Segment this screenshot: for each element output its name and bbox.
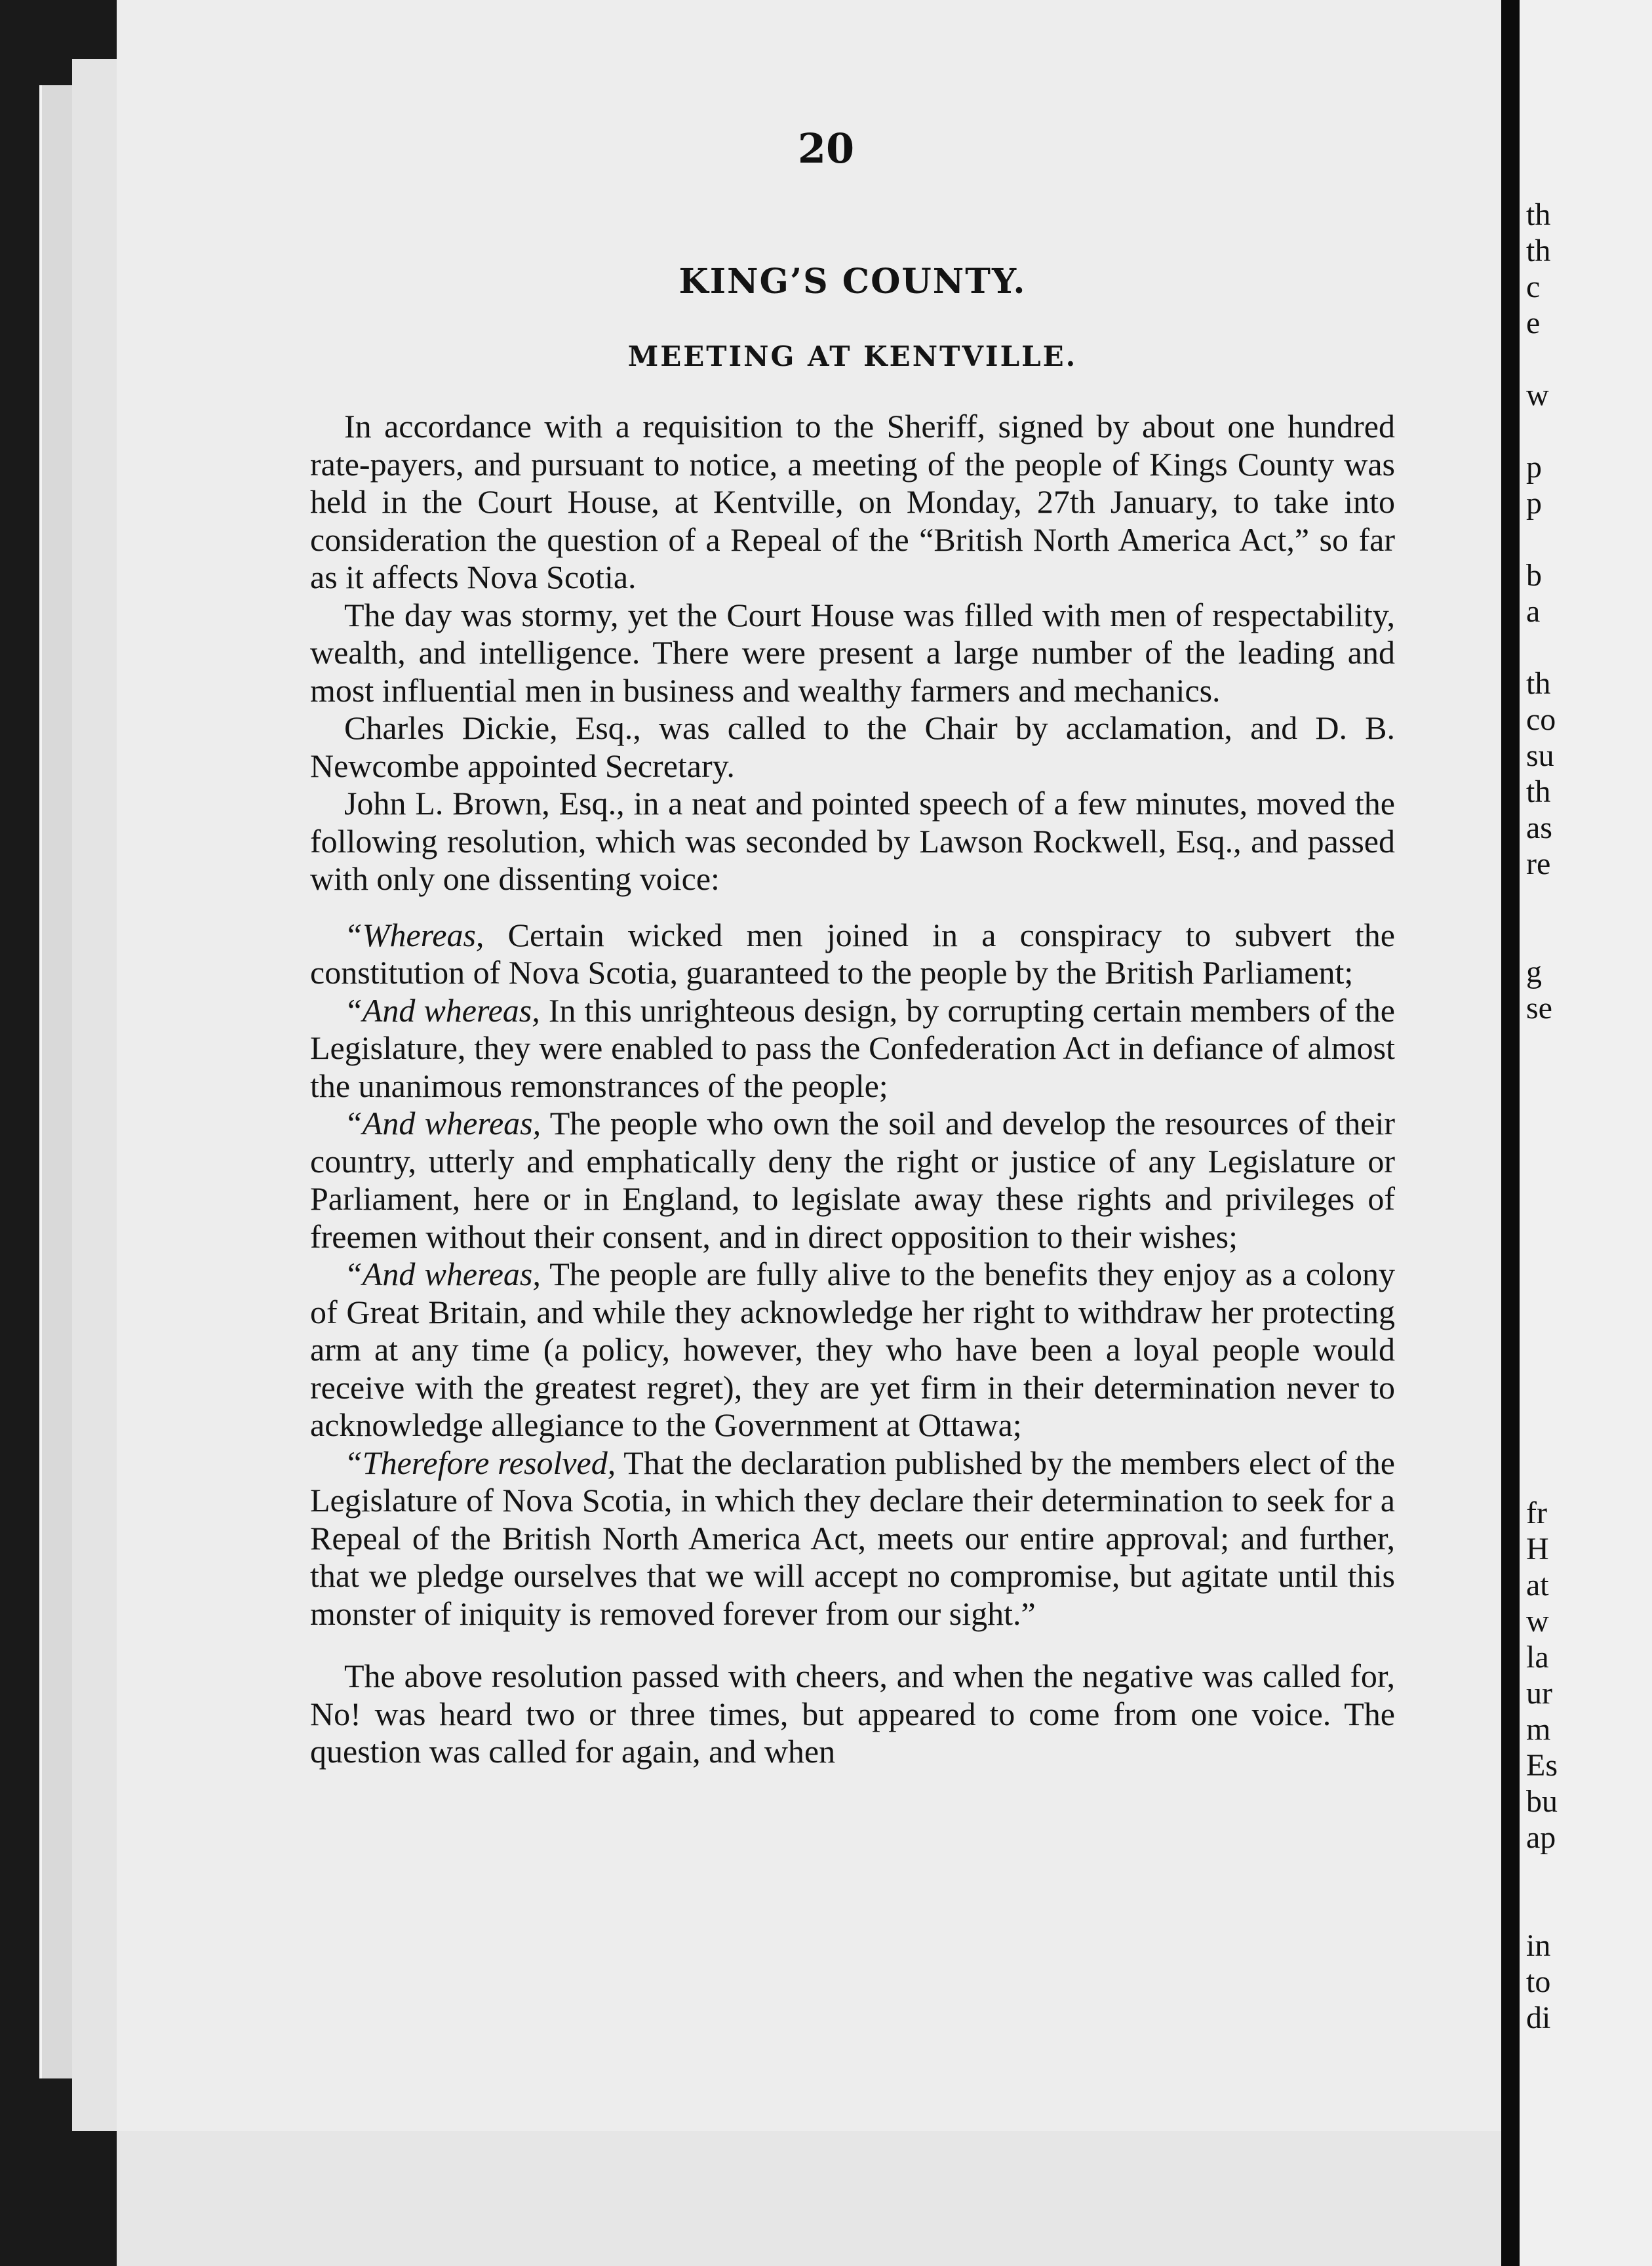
facing-page-line [1520, 1423, 1652, 1459]
facing-page-line: e [1526, 306, 1541, 340]
facing-page-line: se [1526, 991, 1552, 1025]
section-title: KING’S COUNTY. [678, 262, 1027, 302]
facing-page-line: re [1526, 846, 1551, 881]
resolution-clause [310, 1105, 1395, 1256]
clause-text: In this unrighteous design, by corrupting certain members of the Legislature, they were enabled to pass the Confederation Act in defiance of almost the unanimous remonstrances of the people; [310, 991, 1395, 1104]
facing-page-line: p [1526, 450, 1542, 485]
page-bottom [117, 2131, 1501, 2266]
resolution-clause [310, 1444, 1395, 1633]
facing-page-line [1520, 1062, 1652, 1098]
facing-page-line: as [1526, 810, 1552, 845]
facing-page-line: in [1526, 1928, 1551, 1963]
facing-page-line [1520, 341, 1652, 377]
facing-page-line: la [1526, 1640, 1549, 1675]
facing-page-line: g [1526, 955, 1542, 989]
facing-page-line: w [1526, 1604, 1549, 1639]
facing-page-line [1520, 521, 1652, 557]
facing-page-line: Es [1526, 1748, 1558, 1783]
facing-page-line [1520, 1279, 1652, 1315]
clause-lead: “Whereas, [344, 916, 484, 953]
facing-page-line [1520, 1892, 1652, 1928]
paragraph-weather: The day was stormy, yet the Court House was filled with men of respectability, wealth, and intelligence. There were present a large number of the leading and most influential men in business and wealthy farmers and mechanics. [310, 596, 1395, 709]
clause-lead: “Therefore resolved, [344, 1444, 616, 1481]
section-subtitle: MEETING AT KENTVILLE. [627, 340, 1078, 372]
facing-page-line: m [1526, 1712, 1551, 1747]
facing-page-line [1520, 413, 1652, 449]
resolution-clause [310, 992, 1395, 1105]
clause-lead: “And whereas, [344, 991, 540, 1029]
facing-page-line: fr [1526, 1496, 1547, 1530]
facing-page-line: w [1526, 378, 1549, 412]
facing-page-line [1520, 1134, 1652, 1170]
clause-text: That the declaration published by the members elect of the Legislature of Nova Scotia, in which they declare their determination to seek for a Repeal of the British North America Act, meets our entire approval; and further, that we pledge ourselves that we will accept no compromise, but agitate until this monster of iniquity is removed forever from our sight.” [310, 1444, 1395, 1632]
facing-page-line: ap [1526, 1820, 1556, 1855]
facing-page-line [1520, 1170, 1652, 1206]
facing-page-line [1520, 918, 1652, 954]
book-gutter [1501, 0, 1520, 2266]
clause-text: The people who own the soil and develop the resources of their country, utterly and emphatically deny the right or justice of any Legislature or Parliament, here or in England, to legislate away these rights and privileges of freemen without their consent, and in direct opposition to their wishes; [310, 1105, 1395, 1255]
paragraph-motion: John L. Brown, Esq., in a neat and pointed speech of a few minutes, moved the following resolution, which was seconded by Lawson Rockwell, Esq., and passed with only one dissenting voice: [310, 785, 1395, 897]
facing-page-line: su [1526, 738, 1554, 773]
facing-page-line: th [1526, 774, 1551, 809]
facing-page-line [1520, 1098, 1652, 1134]
page-body [310, 262, 1395, 1771]
paragraph-requisition: In accordance with a requisition to the Sheriff, signed by about one hundred rate-payers, and pursuant to notice, a meeting of the people of Kings County was held in the Court House, at Kentville, on Monday, 27th January, to take into consideration the question of a Repeal of the “British North America Act,” so far as it affects Nova Scotia. [310, 408, 1395, 595]
facing-page-line: c [1526, 269, 1541, 304]
facing-page-line [1520, 1026, 1652, 1062]
facing-page-line: to [1526, 1964, 1551, 1999]
facing-page-line: th [1526, 666, 1551, 701]
clause-lead: “And whereas, [344, 1105, 541, 1142]
paragraph-chair: Charles Dickie, Esq., was called to the Chair by acclamation, and D. B. Newcombe appointed Secretary. [310, 709, 1395, 784]
facing-page-line [1520, 882, 1652, 918]
spacer [310, 1633, 1395, 1658]
facing-page-line [1520, 1387, 1652, 1423]
facing-page-line: H [1526, 1532, 1549, 1566]
facing-page-line [1520, 1459, 1652, 1495]
facing-page-line [1520, 1242, 1652, 1279]
facing-page-line: co [1526, 702, 1556, 737]
clause-text: The people are fully alive to the benefits they enjoy as a colony of Great Britain, and while they acknowledge her right to withdraw her protecting arm at any time (a policy, however, they who have been a loyal people would receive with the greatest regret), they are yet firm in their determination never to acknowledge allegiance to the Government at Ottawa; [310, 1256, 1395, 1443]
facing-page-line [1520, 1315, 1652, 1351]
facing-page-line [1520, 1206, 1652, 1242]
facing-page-line: ur [1526, 1676, 1552, 1711]
page-number: 20 [797, 125, 855, 172]
facing-page-text [1520, 197, 1652, 2036]
facing-page-line: th [1526, 233, 1551, 268]
facing-page-line: di [1526, 2000, 1551, 2035]
facing-page-line: p [1526, 486, 1542, 521]
facing-page-line: b [1526, 558, 1542, 593]
clause-text: Certain wicked men joined in a conspiracy to subvert the constitution of Nova Scotia, guaranteed to the people by the British Parliament; [310, 916, 1395, 991]
facing-page-line: th [1526, 197, 1551, 232]
resolution-clause [310, 1256, 1395, 1444]
resolution-block [310, 917, 1395, 1633]
facing-page-line: bu [1526, 1784, 1558, 1819]
clause-lead: “And whereas, [344, 1256, 541, 1292]
facing-page-line: a [1526, 594, 1541, 629]
facing-page-line [1520, 629, 1652, 666]
facing-page-line [1520, 1351, 1652, 1387]
facing-page-line [1520, 1856, 1652, 1892]
resolution-clause [310, 917, 1395, 992]
facing-page-fragment [1520, 0, 1652, 2266]
facing-page-line: at [1526, 1568, 1549, 1602]
paragraph-closing: The above resolution passed with cheers, and when the negative was called for, No! was heard two or three times, but appeared to come from one voice. The question was called for again, and when [310, 1658, 1395, 1770]
